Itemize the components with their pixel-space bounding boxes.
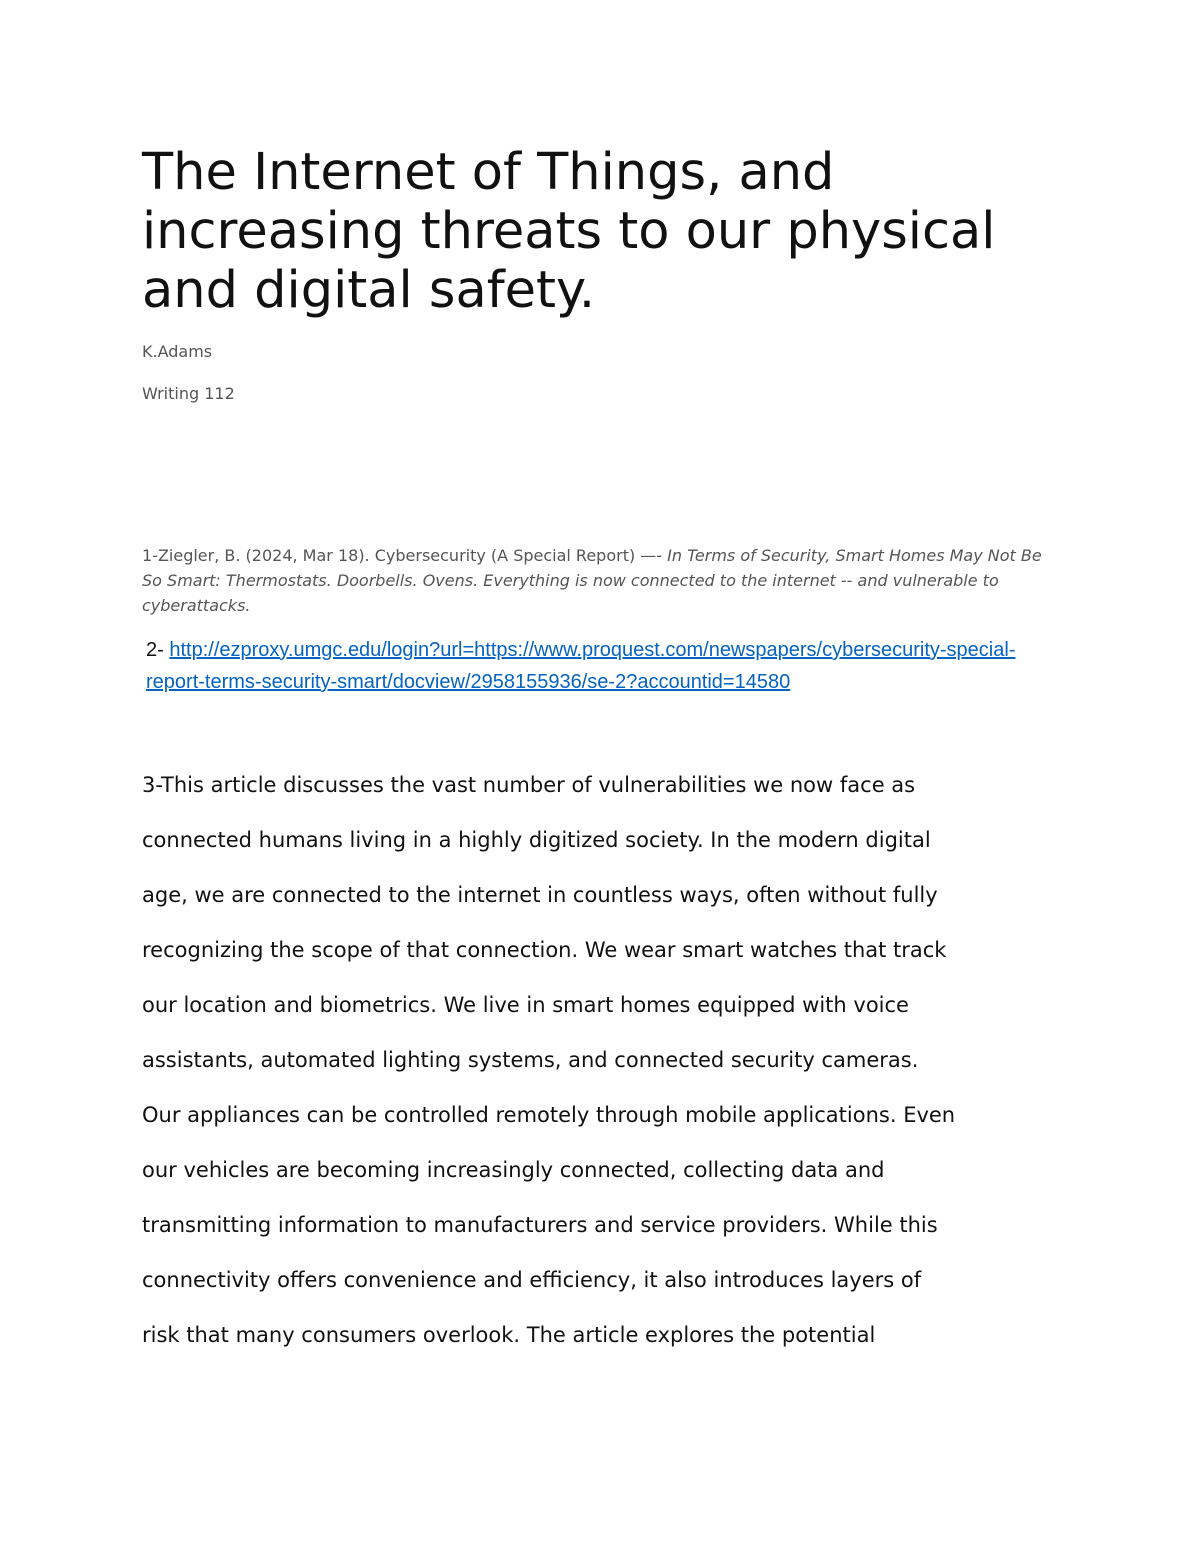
source-link-prefix: 2- xyxy=(146,639,170,661)
citation xyxy=(142,543,1062,618)
citation-article-title: In Terms of Security, Smart Homes May Not Be So Smart: Thermostats. Doorbells. Ovens. Everything is now connected to the internet -- and vulnerable to cyberattacks. xyxy=(142,546,1042,615)
citation-text: 1-Ziegler, B. (2024, Mar 18). Cybersecurity (A Special Report) —- xyxy=(142,546,668,565)
document-title: The Internet of Things, and increasing threats to our physical and digital safety. xyxy=(142,143,996,320)
author-name: K.Adams xyxy=(142,342,213,361)
body-paragraph: 3-This article discusses the vast number of vulnerabilities we now face as connected humans living in a highly digitized society. In the modern digital age, we are connected to the internet in countless ways, often without fully recognizing the scope of that connection. We wear smart watches that track our location and biometrics. We live in smart homes equipped with voice assistants, automated lighting systems, and connected security cameras. Our appliances can be controlled remotely through mobile applications. Even our vehicles are becoming increasingly connected, collecting data and transmitting information to manufacturers and service providers. While this connectivity offers convenience and efficiency, it also introduces layers of risk that many consumers overlook. The article explores the potential xyxy=(142,773,956,1347)
source-link-line xyxy=(146,634,1066,698)
source-link[interactable]: http://ezproxy.umgc.edu/login?url=https://www.proquest.com/newspapers/cybersecurity-special-report-terms-security-smart/docview/2958155936/se-2?accountid=14580 xyxy=(146,639,1016,693)
course-name: Writing 112 xyxy=(142,384,235,403)
